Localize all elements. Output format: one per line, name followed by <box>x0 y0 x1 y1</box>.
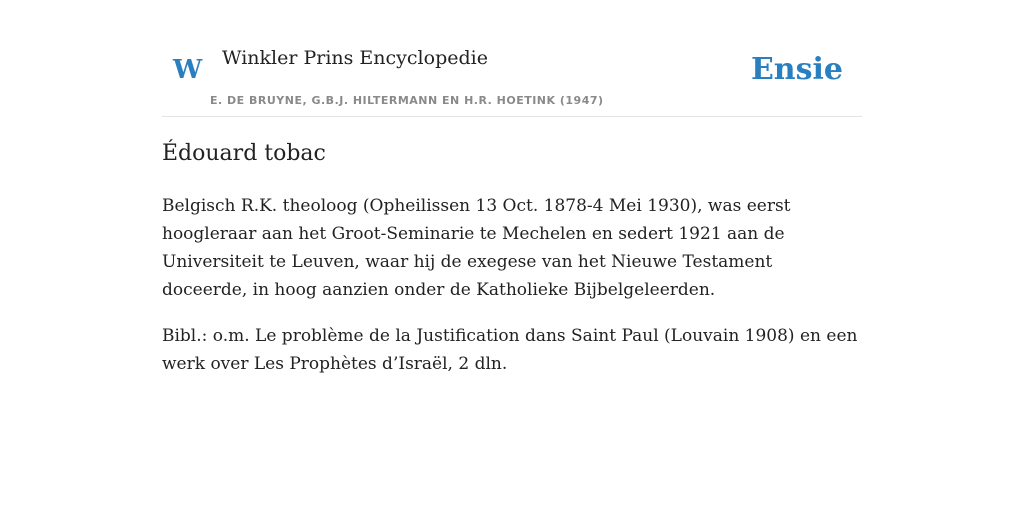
authors-line: E. DE BRUYNE, G.B.J. HILTERMANN EN H.R. HOETINK (1947) <box>210 94 604 107</box>
winkler-prins-logo[interactable]: W <box>173 55 203 85</box>
site-header <box>162 40 862 117</box>
article <box>162 136 862 396</box>
ensie-logo-link[interactable]: Ensie <box>750 52 843 87</box>
entry-title: Édouard tobac <box>162 141 326 166</box>
encyclopedia-title[interactable]: Winkler Prins Encyclopedie <box>222 47 488 69</box>
article-paragraph: Belgisch R.K. theoloog (Opheilissen 13 Oct. 1878-4 Mei 1930), was eerst hoogleraar aan het Groot-Seminarie te Mechelen en sedert 1921 aan de Universiteit te Leuven, waar hij de exegese van het Nieuwe Testament doceerde, in hoog aanzien onder de Katholieke Bijbelgeleerden. <box>162 196 791 300</box>
bibliography-paragraph: Bibl.: o.m. Le problème de la Justification dans Saint Paul (Louvain 1908) en een werk over Les Prophètes d’Israël, 2 dln. <box>162 326 858 374</box>
